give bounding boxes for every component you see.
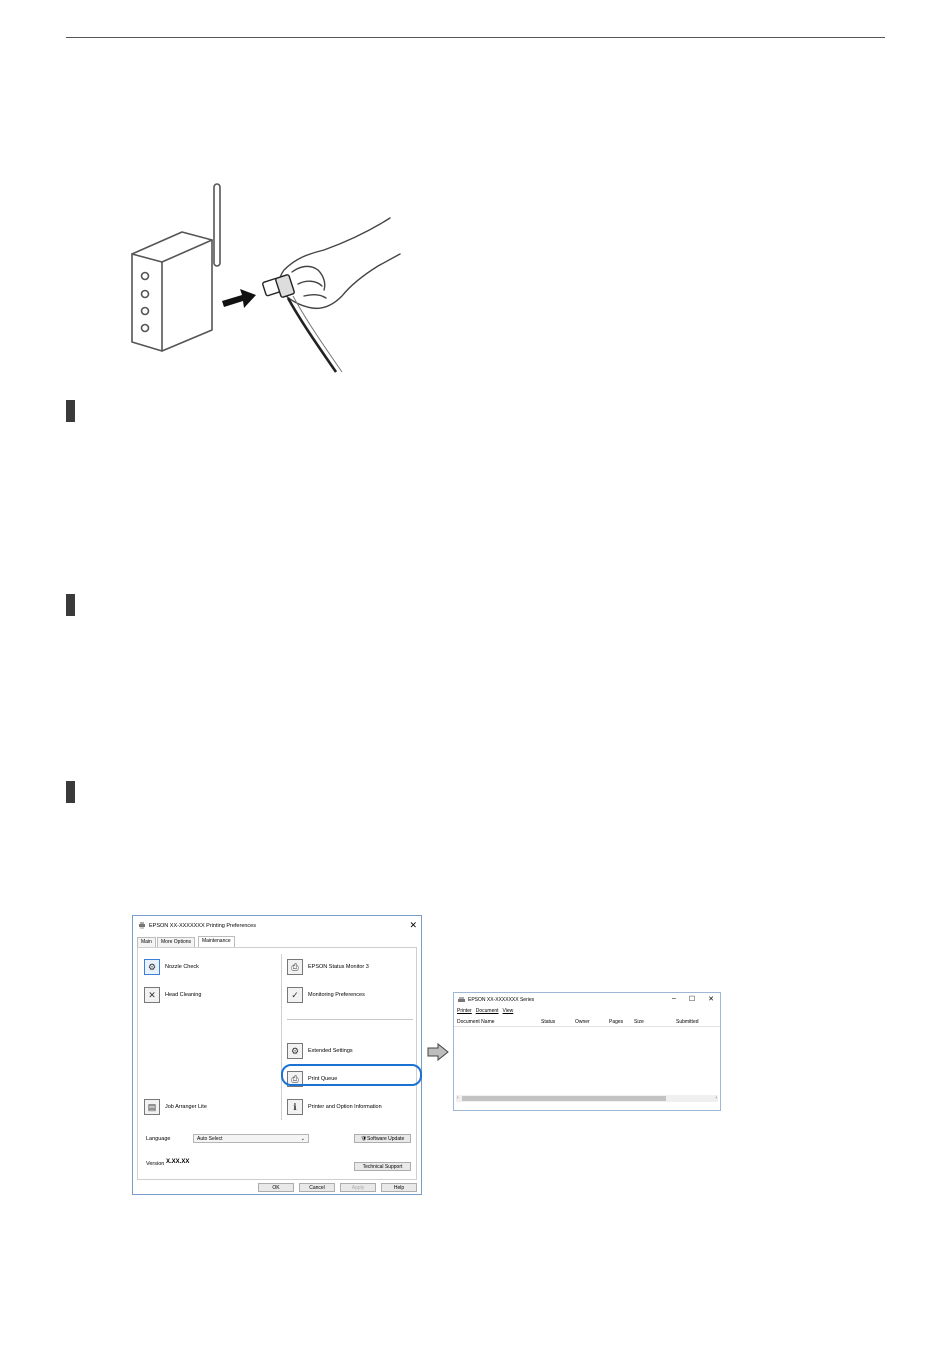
queue-column-header [454, 1017, 720, 1027]
step-marker-2 [66, 594, 75, 616]
job-arranger-label: Job Arranger Lite [165, 1104, 207, 1110]
header-rule [66, 37, 885, 38]
maximize-icon[interactable]: ☐ [688, 996, 696, 1003]
status-monitor-item[interactable] [287, 959, 369, 975]
router-cable-illustration [128, 180, 408, 376]
column-pages[interactable]: Pages [609, 1019, 624, 1025]
cancel-button[interactable]: Cancel [299, 1183, 335, 1192]
push-arrow-icon [222, 289, 256, 308]
tab-maintenance[interactable]: Maintenance [198, 936, 235, 948]
head-cleaning-icon: ✕ [144, 987, 160, 1003]
language-label: Language [146, 1136, 171, 1142]
scroll-left-icon[interactable]: ‹ [457, 1095, 459, 1101]
tab-main[interactable]: Main [137, 937, 156, 947]
section-divider [287, 1019, 413, 1020]
printer-icon [458, 997, 465, 1003]
extended-settings-icon: ⚙ [287, 1043, 303, 1059]
printing-preferences-dialog [132, 915, 422, 1195]
column-size[interactable]: Size [634, 1019, 644, 1025]
right-arrow-icon [427, 1043, 449, 1061]
maintenance-panel [137, 947, 417, 1180]
version-label: Version [146, 1161, 165, 1167]
column-document-name[interactable]: Document Name [457, 1019, 495, 1025]
print-queue-icon: ⎙ [287, 1071, 303, 1087]
help-button[interactable]: Help [381, 1183, 417, 1192]
shield-icon: 🛡 [360, 1136, 368, 1142]
close-icon[interactable]: ✕ [708, 996, 714, 1003]
extended-settings-label: Extended Settings [308, 1048, 353, 1054]
column-submitted[interactable]: Submitted [676, 1019, 699, 1025]
print-queue-label: Print Queue [308, 1076, 338, 1082]
menu-document[interactable]: Document [475, 1008, 499, 1014]
printer-icon [138, 922, 146, 929]
horizontal-scrollbar[interactable] [456, 1095, 718, 1102]
dialog-title: EPSON XX-XXXXXXX Printing Preferences [149, 923, 256, 929]
software-update-button[interactable] [354, 1134, 411, 1143]
nozzle-check-icon: ⚙ [144, 959, 160, 975]
monitoring-preferences-item[interactable] [287, 987, 365, 1003]
chevron-down-icon: ⌄ [300, 1136, 305, 1142]
scroll-right-icon[interactable]: › [715, 1095, 717, 1101]
nozzle-check-label: Nozzle Check [165, 964, 199, 970]
printer-information-item[interactable] [287, 1099, 382, 1115]
extended-settings-item[interactable] [287, 1043, 353, 1059]
close-icon[interactable]: ✕ [409, 920, 417, 930]
software-update-label: Software Update [367, 1136, 405, 1142]
monitoring-preferences-label: Monitoring Preferences [308, 992, 365, 998]
language-select[interactable] [193, 1134, 309, 1143]
monitoring-preferences-icon: ✓ [287, 987, 303, 1003]
version-value: X.XX.XX [166, 1159, 190, 1165]
column-divider [281, 954, 282, 1120]
job-arranger-icon: ▤ [144, 1099, 160, 1115]
column-owner[interactable]: Owner [575, 1019, 590, 1025]
status-monitor-icon: ⎙ [287, 959, 303, 975]
menu-printer[interactable]: Printer [457, 1008, 472, 1014]
printer-information-label: Printer and Option Information [308, 1104, 382, 1110]
printer-information-icon: ℹ [287, 1099, 303, 1115]
technical-support-button[interactable]: Technical Support [354, 1162, 411, 1171]
column-status[interactable]: Status [541, 1019, 556, 1025]
nozzle-check-item[interactable] [144, 959, 199, 975]
head-cleaning-item[interactable] [144, 987, 201, 1003]
print-queue-highlight [281, 1064, 422, 1086]
minimize-icon[interactable]: – [671, 995, 676, 1002]
print-queue-window [453, 992, 721, 1111]
apply-button[interactable]: Apply [340, 1183, 376, 1192]
language-value: Auto Select [197, 1136, 223, 1142]
step-marker-3 [66, 781, 75, 803]
ok-button[interactable]: OK [258, 1183, 294, 1192]
queue-menu-bar [457, 1008, 513, 1014]
window-controls [672, 995, 714, 1003]
queue-window-title: EPSON XX-XXXXXXX Series [468, 997, 535, 1003]
tab-more-options[interactable]: More Options [157, 937, 195, 947]
step-marker-1 [66, 400, 75, 422]
scrollbar-thumb[interactable] [462, 1096, 666, 1101]
job-arranger-item[interactable] [144, 1099, 207, 1115]
dialog-titlebar [133, 916, 421, 936]
status-monitor-label: EPSON Status Monitor 3 [308, 964, 369, 970]
menu-view[interactable]: View [502, 1008, 514, 1014]
head-cleaning-label: Head Cleaning [165, 992, 202, 998]
